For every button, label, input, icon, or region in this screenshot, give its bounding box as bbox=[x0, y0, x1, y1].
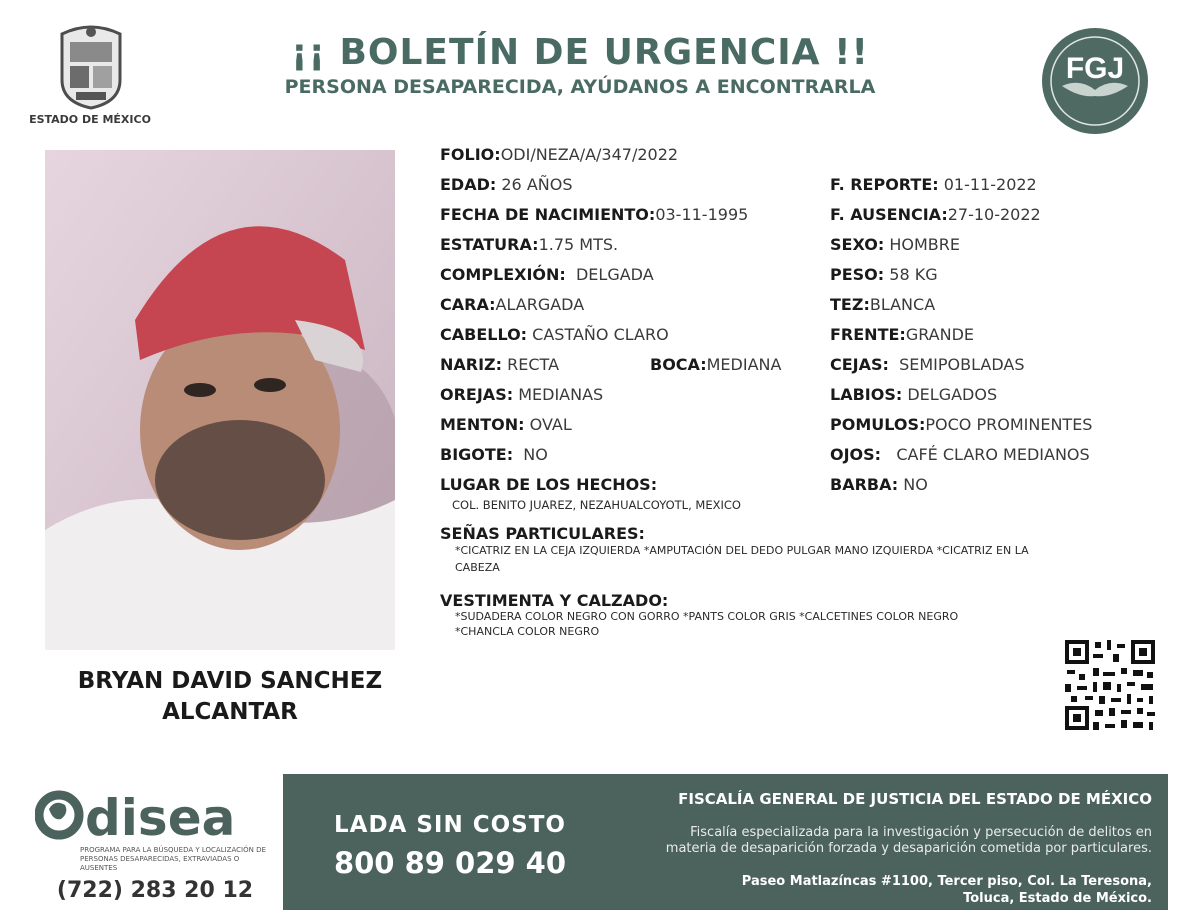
field-frente: FRENTE:GRANDE bbox=[830, 325, 975, 344]
field-folio: FOLIO:ODI/NEZA/A/347/2022 bbox=[440, 145, 679, 164]
field-senas-label: SEÑAS PARTICULARES: bbox=[440, 524, 645, 543]
odisea-description: PROGRAMA PARA LA BÚSQUEDA Y LOCALIZACIÓN DE PERSONAS DESAPARECIDAS, EXTRAVIADAS O AUSENTES bbox=[80, 846, 266, 872]
field-menton: MENTON: OVAL bbox=[440, 415, 572, 434]
field-bigote: BIGOTE: NO bbox=[440, 445, 548, 464]
contact-phone: (722) 283 20 12 bbox=[56, 878, 254, 903]
field-boca: BOCA:MEDIANA bbox=[650, 355, 782, 374]
person-name-line2: ALCANTAR bbox=[162, 699, 298, 725]
toll-free-number: 800 89 029 40 bbox=[333, 846, 567, 880]
field-lugar-value: COL. BENITO JUAREZ, NEZAHUALCOYOTL, MEXICO bbox=[452, 498, 741, 512]
field-orejas: OREJAS: MEDIANAS bbox=[440, 385, 604, 404]
bulletin-subtitle: PERSONA DESAPARECIDA, AYÚDANOS A ENCONTRARLA bbox=[284, 76, 876, 98]
field-estatura: ESTATURA:1.75 MTS. bbox=[440, 235, 619, 254]
fgj-address: Paseo Matlazíncas #1100, Tercer piso, Col. La Teresona, Toluca, Estado de México. bbox=[741, 874, 1152, 906]
field-barba: BARBA: NO bbox=[830, 475, 928, 494]
qr-code[interactable] bbox=[1063, 638, 1157, 732]
field-peso: PESO: 58 KG bbox=[830, 265, 938, 284]
bulletin-title: ¡¡ BOLETÍN DE URGENCIA !! bbox=[291, 32, 869, 73]
field-sexo: SEXO: HOMBRE bbox=[830, 235, 960, 254]
field-labios: LABIOS: DELGADOS bbox=[830, 385, 998, 404]
fgj-description: Fiscalía especializada para la investigación y persecución de delitos en materia de desaparición forzada y desaparición cometida por particulares. bbox=[665, 825, 1152, 856]
estado-de-mexico-coat-of-arms-logo bbox=[52, 20, 130, 110]
field-pomulos: POMULOS:POCO PROMINENTES bbox=[830, 415, 1093, 434]
person-name bbox=[40, 666, 420, 728]
estado-de-mexico-label: ESTADO DE MÉXICO bbox=[29, 113, 151, 126]
odisea-wordmark: disea bbox=[85, 789, 236, 847]
field-lugar-label: LUGAR DE LOS HECHOS: bbox=[440, 475, 658, 494]
field-cara: CARA:ALARGADA bbox=[440, 295, 585, 314]
field-fecha-reporte: F. REPORTE: 01-11-2022 bbox=[830, 175, 1037, 194]
field-ojos: OJOS: CAFÉ CLARO MEDIANOS bbox=[830, 445, 1090, 464]
field-fecha-nacimiento: FECHA DE NACIMIENTO:03-11-1995 bbox=[440, 205, 749, 224]
field-cabello: CABELLO: CASTAÑO CLARO bbox=[440, 325, 669, 344]
field-nariz: NARIZ: RECTA bbox=[440, 355, 560, 374]
toll-free-label: LADA SIN COSTO bbox=[334, 812, 566, 838]
missing-person-photo bbox=[45, 150, 395, 650]
fgj-logo-text: FGJ bbox=[1065, 52, 1125, 85]
field-complexion: COMPLEXIÓN: DELGADA bbox=[440, 265, 654, 284]
person-name-line1: BRYAN DAVID SANCHEZ bbox=[77, 668, 383, 694]
fgj-institution-name: FISCALÍA GENERAL DE JUSTICIA DEL ESTADO DE MÉXICO bbox=[678, 790, 1152, 808]
field-edad: EDAD: 26 AÑOS bbox=[440, 175, 573, 194]
fgj-seal-logo bbox=[1040, 26, 1150, 136]
field-tez: TEZ:BLANCA bbox=[830, 295, 936, 314]
field-cejas: CEJAS: SEMIPOBLADAS bbox=[830, 355, 1025, 374]
field-senas-value: *CICATRIZ EN LA CEJA IZQUIERDA *AMPUTACIÓN DEL DEDO PULGAR MANO IZQUIERDA *CICATRIZ EN LA CABEZA bbox=[455, 544, 1029, 574]
field-vestimenta-label: VESTIMENTA Y CALZADO: bbox=[440, 591, 669, 610]
field-vestimenta-value: *SUDADERA COLOR NEGRO CON GORRO *PANTS COLOR GRIS *CALCETINES COLOR NEGRO *CHANCLA COLOR NEGRO bbox=[455, 610, 959, 638]
field-fecha-ausencia: F. AUSENCIA:27-10-2022 bbox=[830, 205, 1041, 224]
